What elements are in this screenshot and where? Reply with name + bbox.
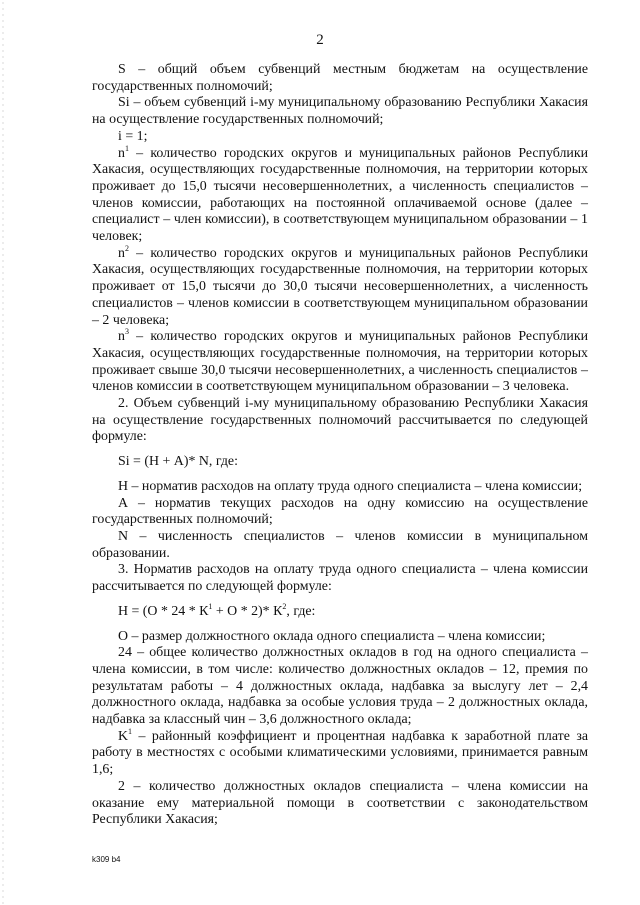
paragraph-a-definition: А – норматив текущих расходов на одну комиссию на осуществление государственных полномочий;: [92, 495, 588, 528]
paragraph-item-2: 2. Объем субвенций i-му муниципальному образованию Республики Хакасия на осуществление государственных полномочий рассчитывается по следующей формуле:: [92, 396, 588, 445]
formula-h: [92, 601, 588, 621]
n3-text: – количество городских округов и муниципальных районов Республики Хакасия, осуществляющих государственные полномочия, на территории которых проживает свыше 30,0 тысячи несовершеннолетних, а численность специалистов – членов комиссии в соответствующем муниципальном образовании – 3 человека.: [92, 329, 588, 395]
scan-edge-dots: [2, 0, 4, 905]
document-body: [92, 62, 588, 829]
formula-h-part3: , где:: [286, 603, 316, 619]
n2-symbol: n: [118, 245, 125, 261]
k1-symbol: K: [118, 728, 129, 744]
n1-superscript: 1: [124, 143, 129, 153]
paragraph-si-definition: Si – объем субвенций i-му муниципальному образованию Республики Хакасия на осуществление государственных полномочий;: [92, 95, 588, 128]
formula-h-sup1: 1: [208, 601, 213, 611]
formula-si: Si = (Н + А)* N, где:: [118, 454, 238, 470]
paragraph-n1-definition: [92, 143, 588, 246]
paragraph-o-definition: О – размер должностного оклада одного специалиста – члена комиссии;: [118, 628, 546, 644]
n1-text: – количество городских округов и муниципальных районов Республики Хакасия, осуществляющих государственные полномочия, на территории которых проживает до 15,0 тысячи несовершеннолетних, а численность специалистов – членов комиссии, работающих на постоянной оплачиваемой основе (далее – специалист – член комиссии), в соответствующем муниципальном образовании – 1 человек;: [92, 145, 588, 245]
n3-symbol: n: [118, 329, 125, 345]
paragraph-s-definition: S – общий объем субвенций местным бюджетам на осуществление государственных полномочий;: [92, 62, 588, 94]
paragraph-n-definition: N – численность специалистов – членов комиссии в муниципальном образовании.: [92, 528, 588, 561]
paragraph-n2-definition: [92, 243, 588, 330]
paragraph-item-3: 3. Норматив расходов на оплату труда одного специалиста – члена комиссии рассчитывается по следующей формуле:: [92, 562, 588, 595]
n3-superscript: 3: [124, 327, 129, 337]
n1-symbol: n: [118, 145, 125, 161]
paragraph-k1-definition: [92, 726, 588, 779]
page-number: 2: [316, 32, 324, 48]
n2-text: – количество городских округов и муниципальных районов Республики Хакасия, осуществляющих государственные полномочия, на территории которых проживает от 15,0 тысячи до 30,0 тысячи несовершеннолетних, а численность специалистов – членов комиссии в соответствующем муниципальном образовании – 2 человека;: [92, 245, 588, 328]
k1-superscript: 1: [128, 726, 133, 736]
document-footer-code: k309 b4: [92, 855, 121, 864]
paragraph-i-value: i = 1;: [118, 128, 148, 144]
paragraph-n3-definition: [92, 329, 588, 396]
paragraph-2-definition: 2 – количество должностных окладов специалиста – члена комиссии на оказание ему материальной помощи в соответствии с законодательством Республики Хакасия;: [92, 778, 588, 828]
formula-h-part1: Н = (О * 24 * К: [118, 603, 209, 619]
formula-h-part2: + О * 2)* К: [212, 603, 283, 619]
paragraph-h-definition: Н – норматив расходов на оплату труда одного специалиста – члена комиссии;: [118, 478, 583, 494]
formula-h-sup2: 2: [282, 601, 287, 611]
k1-text: – районный коэффициент и процентная надбавка к заработной плате за работу в местностях с особыми климатическими условиями, принимается равным 1,6;: [92, 728, 588, 778]
paragraph-24-definition: 24 – общее количество должностных окладов в год на одного специалиста – члена комиссии, в том числе: количество должностных окладов – 12, премия по результатам работы – 4 должностных оклада, надбавка за выслугу лет – 2,4 должностного оклада, надбавка за особые условия труда – 2 должностных оклада, надбавка за классный чин – 3,6 должностного оклада;: [92, 645, 588, 728]
n2-superscript: 2: [124, 243, 129, 253]
